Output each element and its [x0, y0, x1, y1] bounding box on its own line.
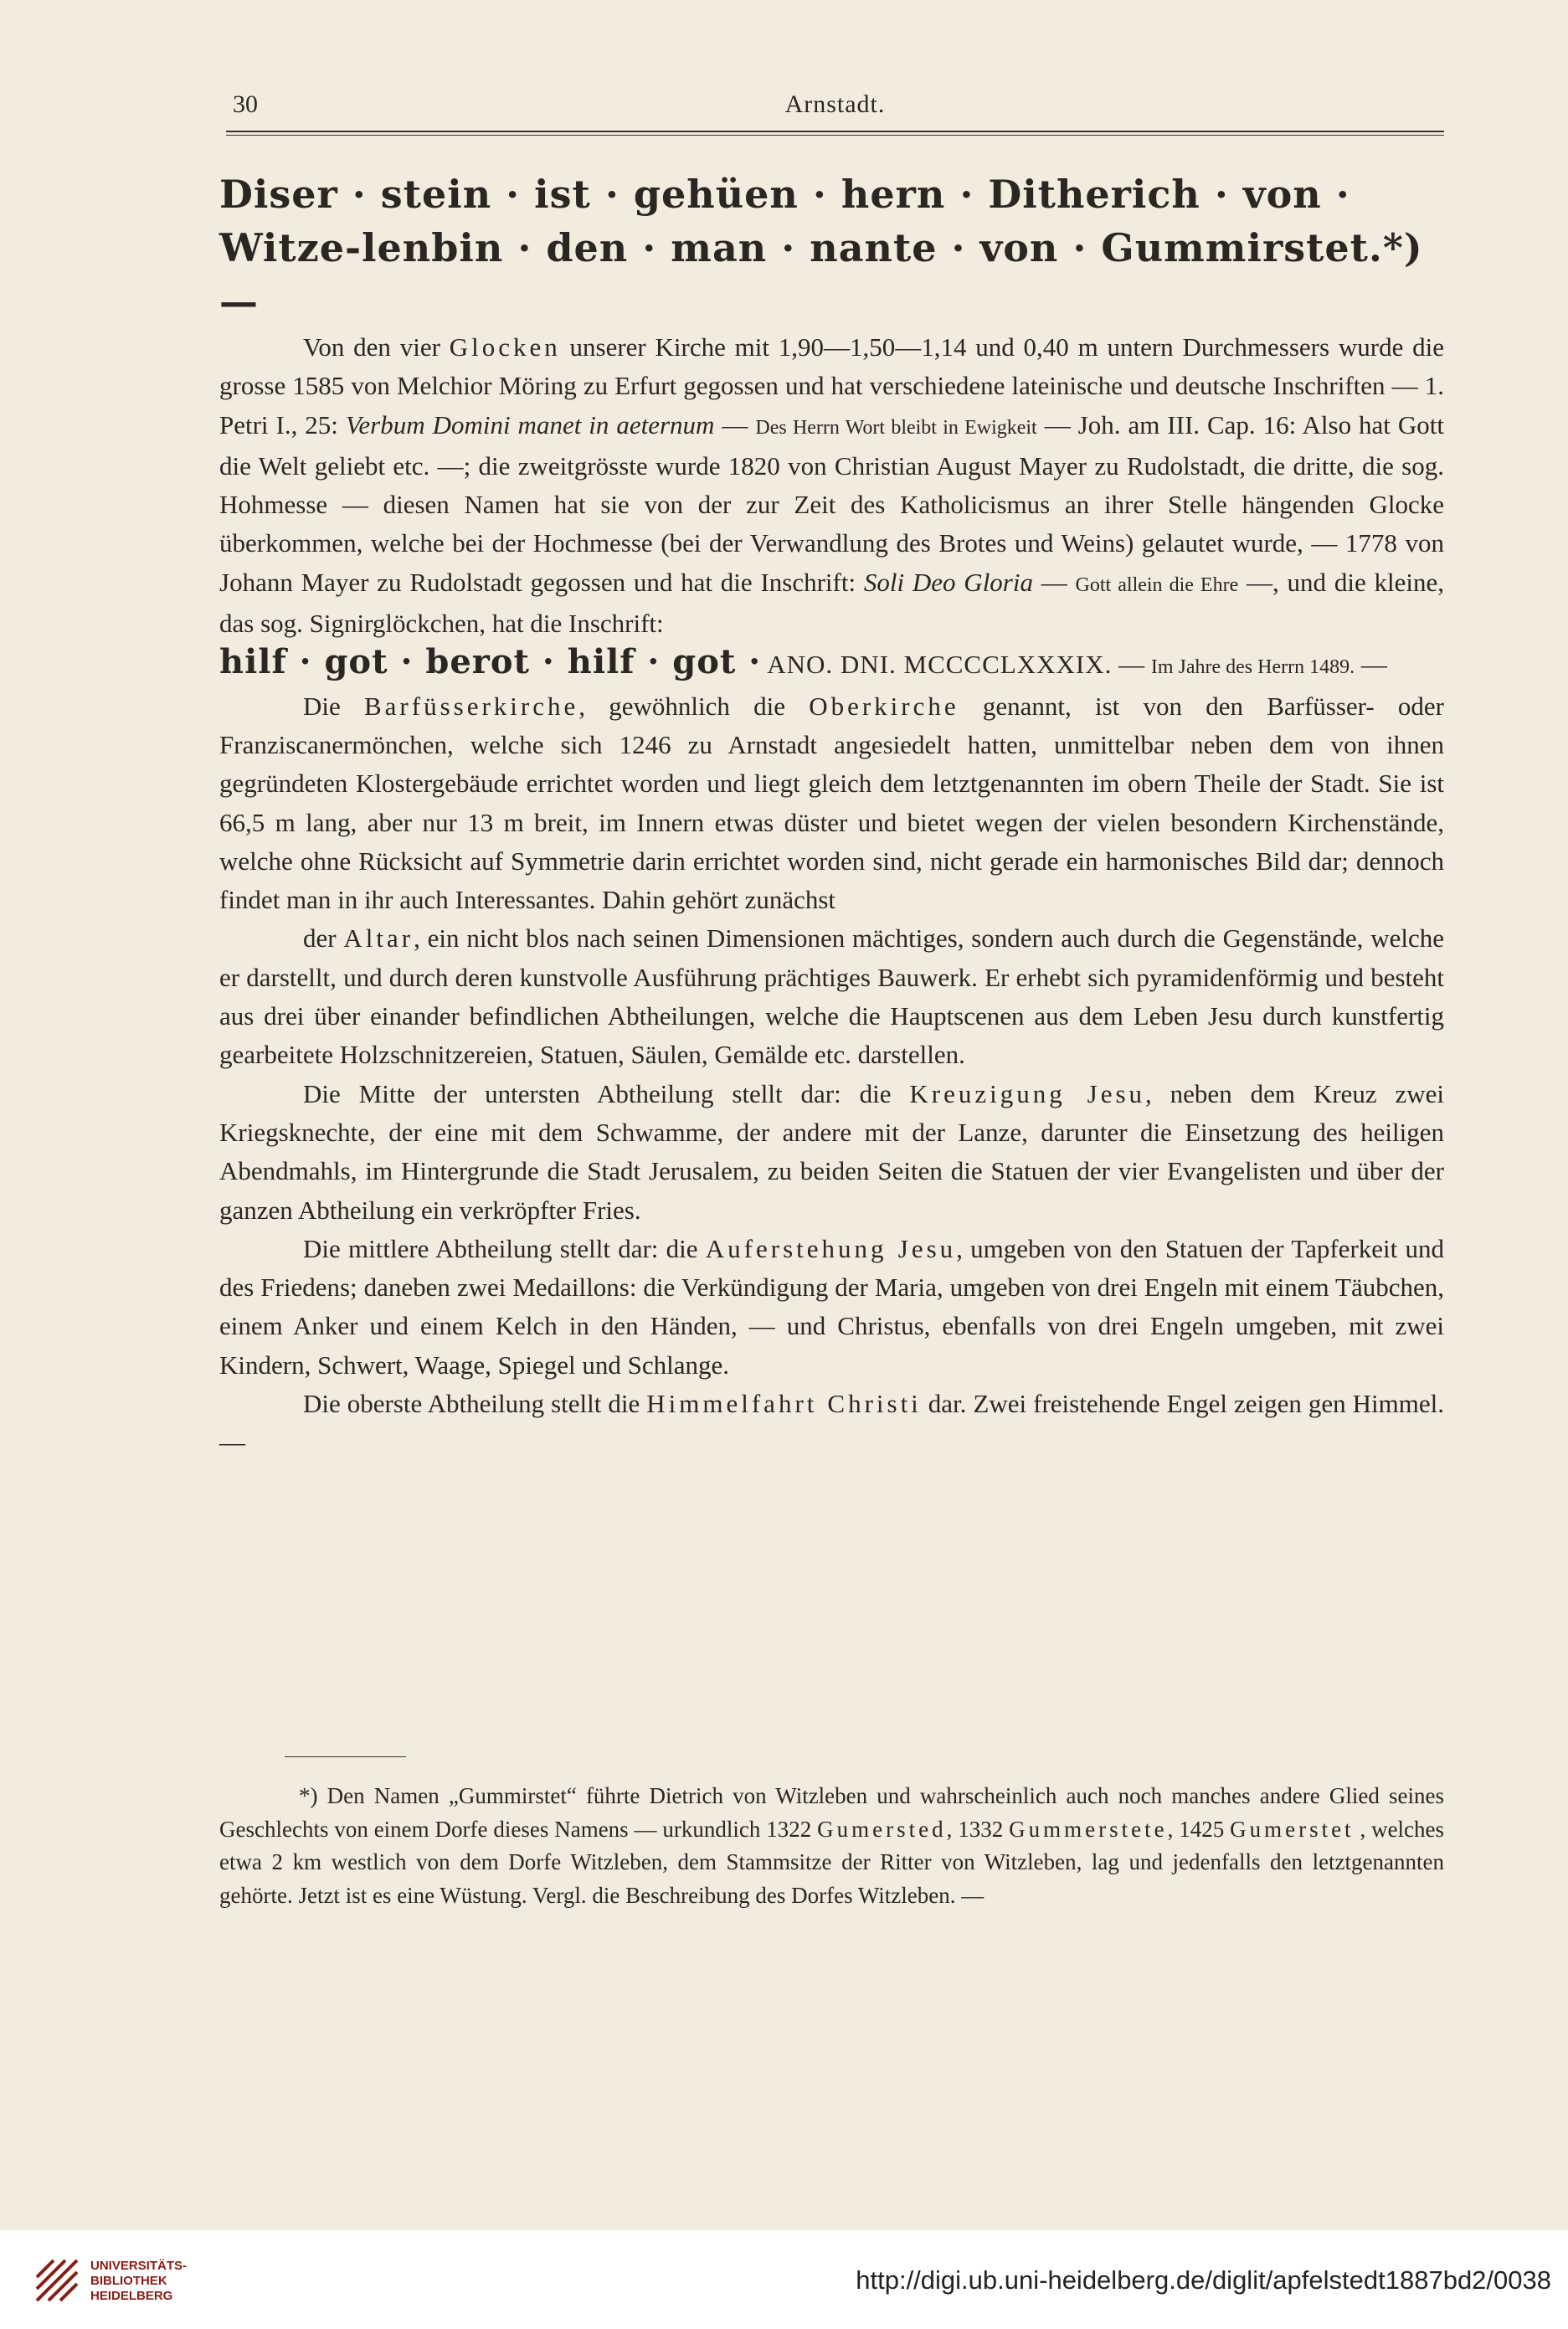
- paragraph-glocken: [219, 328, 1444, 687]
- library-name-line: UNIVERSITÄTS-: [90, 2259, 188, 2273]
- text-run: dar. Zwei freistehende Engel zeigen gen Himmel. —: [219, 1389, 1444, 1458]
- text-run: Die oberste Abtheilung stellt die: [303, 1389, 647, 1419]
- running-title: Arnstadt.: [784, 90, 886, 118]
- inscription-date: ANO. DNI. MCCCCLXXXIX.: [761, 650, 1113, 680]
- spaced-term: Auferstehung Jesu: [705, 1233, 957, 1263]
- paragraph-altar: [219, 919, 1444, 1074]
- spaced-term: Kreuzigung Jesu: [909, 1078, 1146, 1108]
- spaced-term: Gumerstet: [1230, 1816, 1355, 1842]
- text-run: Die: [303, 691, 364, 721]
- text-run: Die Mitte der untersten Abtheilung stellt dar: die: [303, 1078, 910, 1108]
- footnotes: [219, 1780, 1444, 1912]
- spaced-term: Barfüsserkirche: [364, 691, 579, 721]
- footnote-rule: [285, 1756, 406, 1757]
- german-quote: Des Herrn Wort bleibt in Ewigkeit: [755, 416, 1037, 439]
- text-run: , 1332: [946, 1816, 1010, 1842]
- library-name: [90, 2259, 187, 2304]
- text-run: *) Den Namen „Gummirstet“ führte Dietrich von Witzleben und wahrscheinlich auch noch manches andere Glied seines Geschlechts von einem Dorfe dieses Namens — urkundlich 1322: [219, 1783, 1444, 1842]
- text-run: —: [1355, 650, 1387, 680]
- text-run: , welches etwa 2 km westlich von dem Dorfe Witzleben, dem Stammsitze der Ritter von Witzleben, lag und jedenfalls den letztgenannten gehörte. Jetzt ist es eine Wüstung. Vergl. die Beschreibung des Dorfes Witzleben. —: [219, 1816, 1445, 1908]
- footnote: [219, 1780, 1444, 1912]
- german-quote: Gott allein die Ehre: [1075, 573, 1239, 596]
- spaced-term: Glocken: [449, 332, 561, 362]
- blackletter-heading: Diser · stein · ist · gehüen · hern · Ditherich · von · Witze-lenbin · den · man · nante · von · Gummirstet.*) —: [219, 172, 1423, 324]
- text-run: Die mittlere Abtheilung stellt dar: die: [303, 1233, 706, 1263]
- library-name-line: BIBLIOTHEK: [90, 2274, 167, 2288]
- library-name-line: HEIDELBERG: [90, 2289, 173, 2303]
- spaced-term: Altar: [343, 923, 414, 954]
- paragraph-barfuesserkirche: [219, 687, 1444, 920]
- text-run: genannt, ist von den Barfüsser- oder Franziscanermönchen, welche sich 1246 zu Arnstadt angesiedelt hatten, unmittelbar neben dem von ihnen gegründeten Klostergebäude errichtet worden und liegt gleich dem letztgenannten im obern Theile der Stadt. Sie ist 66,5 m lang, aber nur 13 m breit, im Innern etwas düster und bietet wegen der vielen besondern Kirchenstände, welche ohne Rücksicht auf Symmetrie darin errichtet worden sind, nicht gerade ein harmonisches Bild dar; dennoch findet man in ihr auch Interessantes. Dahin gehört zunächst: [219, 691, 1444, 915]
- spaced-term: Gummerstete: [1009, 1816, 1168, 1842]
- text-run: — Joh. am III. Cap. 16: Also hat Gott die Welt geliebt etc. —; die zweitgrösste wurde 1820 von Christian August Mayer zu Rudolstadt, die dritte, die sog. Hohmesse — diesen Namen hat sie von der zur Zeit des Katholicismus an ihrer Stelle hängenden Glocke überkommen, welche bei der Hochmesse (bei der Verwandlung des Brotes und Weins) gelautet wurde, — 1778 von Johann Mayer zu Rudolstadt gegossen und hat die Inschrift:: [219, 409, 1445, 597]
- header-rule-thin: [226, 135, 1444, 136]
- spaced-term: Gumersted: [817, 1816, 947, 1842]
- paragraph-himmelfahrt: [219, 1385, 1444, 1463]
- text-run: —, und die kleine, das sog. Signirglöckchen, hat die Inschrift:: [219, 567, 1444, 639]
- text-run: Von den vier: [303, 332, 450, 362]
- page-header: [226, 90, 1444, 131]
- text-run: , neben dem Kreuz zwei Kriegsknechte, der eine mit dem Schwamme, der andere mit der Lanze, darunter die Einsetzung des heiligen Abendmahls, im Hintergrunde die Stadt Jerusalem, zu beiden Seiten die Statuen der vier Evangelisten und über der ganzen Abtheilung ein verkröpfter Fries.: [219, 1078, 1444, 1225]
- footer-bar: [0, 2230, 1568, 2329]
- header-rule-thick: [226, 131, 1444, 132]
- paragraph-kreuzigung: [219, 1075, 1444, 1230]
- spaced-term: Himmelfahrt Christi: [646, 1389, 922, 1419]
- text-run: unserer Kirche mit 1,90—1,50—1,14 und 0,40 m untern Durchmessers wurde die grosse 1585 von Melchior Möring zu Erfurt gegossen und hat verschiedene lateinische und deutsche Inschriften — 1. Petri I., 25:: [219, 332, 1444, 440]
- latin-quote: Soli Deo Gloria: [863, 567, 1033, 597]
- year-note: Im Jahre des Herrn 1489.: [1150, 656, 1355, 679]
- text-run: , 1425: [1167, 1816, 1231, 1842]
- latin-quote: Verbum Domini manet in aeternum: [345, 409, 715, 440]
- spaced-term: Oberkirche: [809, 691, 959, 721]
- paragraph-auferstehung: [219, 1230, 1444, 1385]
- library-logo-icon: [32, 2255, 82, 2306]
- text-run: , ein nicht blos nach seinen Dimensionen mächtiges, sondern auch durch die Gegenstände, welche er darstellt, und durch deren kunstvolle Ausführung prächtiges Bauwerk. Er erhebt sich pyramidenförmig und besteht aus drei über einander befindlichen Abtheilungen, welche die Hauptscenen aus dem Leben Jesu durch kunstfertig gearbeitete Holzschnitzereien, Statuen, Säulen, Gemälde etc. darstellen.: [219, 923, 1444, 1070]
- text-run: —: [1032, 567, 1076, 597]
- text-run: , gewöhnlich die: [578, 691, 810, 721]
- text-run: der: [303, 923, 344, 954]
- page-number: 30: [233, 90, 258, 118]
- permalink-url[interactable]: http://digi.ub.uni-heidelberg.de/diglit/apfelstedt1887bd2/0038: [856, 2265, 1551, 2295]
- text-run: , umgeben von den Statuen der Tapferkeit und des Friedens; daneben zwei Medaillons: die Verkündigung der Maria, umgeben von drei Engeln mit einem Täubchen, einem Anker und einem Kelch in den Händen, — und Christus, ebenfalls von drei Engeln umgeben, mit zwei Kindern, Schwert, Waage, Spiegel und Schlange.: [219, 1233, 1444, 1380]
- text-run: —: [1112, 650, 1151, 680]
- bell-inscription: hilf · got · berot · hilf · got ·: [219, 642, 762, 682]
- main-text: [219, 167, 1444, 1463]
- text-run: —: [714, 409, 756, 440]
